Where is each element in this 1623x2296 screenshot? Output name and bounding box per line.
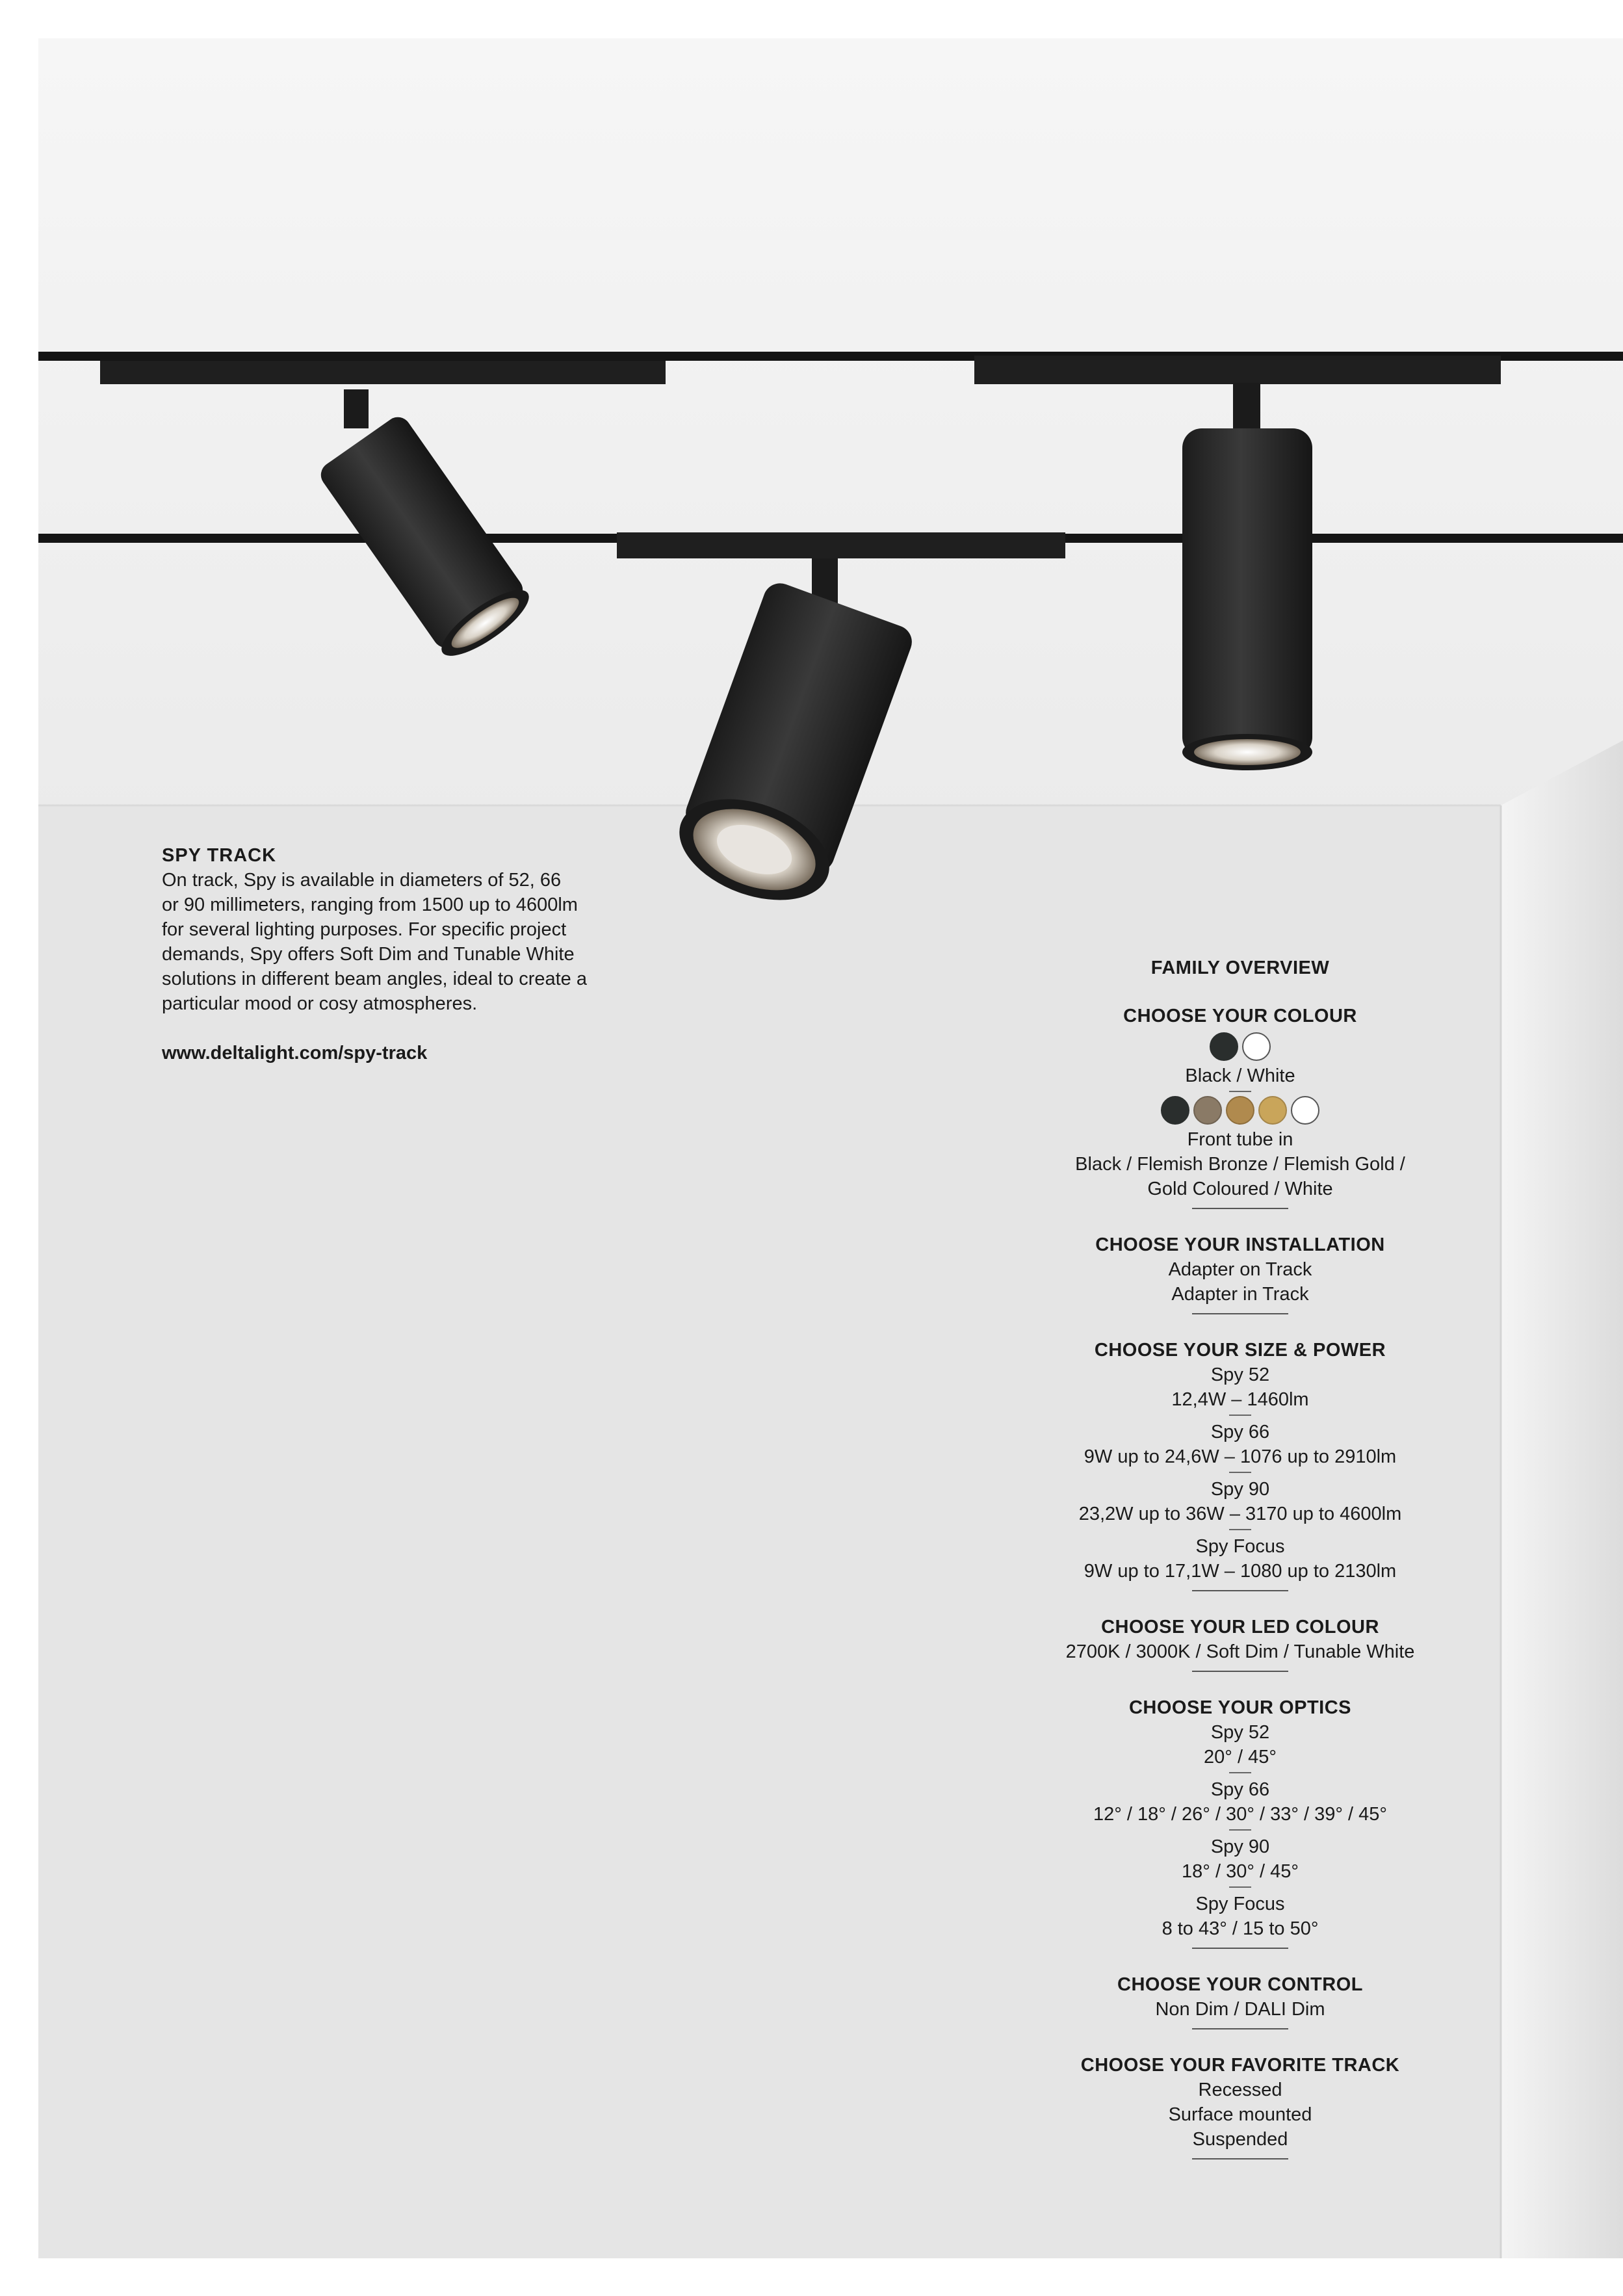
website-link[interactable]: www.deltalight.com/spy-track xyxy=(162,1043,428,1063)
divider xyxy=(1229,1091,1251,1092)
size-spec: 12,4W – 1460lm xyxy=(1171,1389,1309,1410)
colour-label: Gold Coloured / White xyxy=(1147,1179,1333,1199)
section-title: SPY TRACK xyxy=(162,845,277,866)
swatch-black[interactable] xyxy=(1210,1032,1238,1061)
colour-label: Black / Flemish Bronze / Flemish Gold / xyxy=(1075,1154,1405,1175)
intro-text-line: demands, Spy offers Soft Dim and Tunable White xyxy=(162,944,575,965)
swatch-flemish-bronze[interactable] xyxy=(1193,1096,1222,1125)
divider xyxy=(1192,1590,1288,1591)
led-options: 2700K / 3000K / Soft Dim / Tunable White xyxy=(1065,1641,1415,1662)
size-name: Spy Focus xyxy=(1195,1536,1285,1557)
size-name: Spy 90 xyxy=(1210,1479,1270,1500)
colour-label: Front tube in xyxy=(1187,1129,1293,1150)
swatch-black[interactable] xyxy=(1161,1096,1189,1125)
divider xyxy=(1192,1313,1288,1314)
optics-spec: 18° / 30° / 45° xyxy=(1182,1861,1299,1882)
swatch-white[interactable] xyxy=(1242,1032,1271,1061)
optics-spec: 8 to 43° / 15 to 50° xyxy=(1162,1918,1319,1939)
divider xyxy=(1192,2028,1288,2029)
overview-title: FAMILY OVERVIEW xyxy=(1150,958,1330,978)
colour-swatches-basic xyxy=(1013,1032,1468,1061)
optics-name: Spy 52 xyxy=(1210,1722,1270,1743)
spotlight-right xyxy=(1182,383,1312,770)
track-option: Recessed xyxy=(1198,2080,1282,2100)
control-options: Non Dim / DALI Dim xyxy=(1155,1999,1325,2020)
led-heading: CHOOSE YOUR LED COLOUR xyxy=(1101,1617,1379,1637)
intro-text-line: or 90 millimeters, ranging from 1500 up to 4600lm xyxy=(162,894,578,915)
size-spec: 23,2W up to 36W – 3170 up to 4600lm xyxy=(1078,1504,1402,1524)
intro-text-line: On track, Spy is available in diameters of 52, 66 xyxy=(162,870,562,891)
divider xyxy=(1192,2158,1288,2159)
installation-option: Adapter on Track xyxy=(1168,1259,1312,1280)
divider xyxy=(1229,1886,1251,1888)
optics-spec: 12° / 18° / 26° / 30° / 33° / 39° / 45° xyxy=(1093,1804,1387,1825)
colour-heading: CHOOSE YOUR COLOUR xyxy=(1123,1006,1357,1026)
swatch-flemish-gold[interactable] xyxy=(1226,1096,1254,1125)
track-option: Surface mounted xyxy=(1168,2104,1312,2125)
intro-text-line: solutions in different beam angles, ideal to create a xyxy=(162,969,587,989)
divider xyxy=(1229,1829,1251,1831)
divider xyxy=(1192,1208,1288,1209)
track-option: Suspended xyxy=(1192,2129,1288,2150)
track-adapter xyxy=(974,356,1501,384)
intro-text-line: for several lighting purposes. For specific project xyxy=(162,919,567,940)
size-spec: 9W up to 24,6W – 1076 up to 2910lm xyxy=(1084,1446,1397,1467)
intro-text-line: particular mood or cosy atmospheres. xyxy=(162,993,478,1014)
track-adapter xyxy=(617,532,1065,558)
control-heading: CHOOSE YOUR CONTROL xyxy=(1117,1974,1363,1995)
optics-name: Spy Focus xyxy=(1195,1894,1285,1914)
size-name: Spy 52 xyxy=(1210,1364,1270,1385)
size-spec: 9W up to 17,1W – 1080 up to 2130lm xyxy=(1084,1561,1397,1582)
swatch-gold-coloured[interactable] xyxy=(1258,1096,1287,1125)
divider xyxy=(1229,1529,1251,1530)
size-name: Spy 66 xyxy=(1210,1422,1270,1442)
track-adapter xyxy=(100,361,666,384)
colour-swatches-front-tube xyxy=(1013,1096,1468,1125)
swatch-white[interactable] xyxy=(1291,1096,1319,1125)
divider xyxy=(1229,1415,1251,1416)
optics-spec: 20° / 45° xyxy=(1204,1747,1277,1768)
divider xyxy=(1229,1772,1251,1773)
divider xyxy=(1192,1948,1288,1949)
divider xyxy=(1229,1472,1251,1473)
side-wall xyxy=(1501,740,1623,2258)
size-heading: CHOOSE YOUR SIZE & POWER xyxy=(1094,1340,1386,1361)
installation-heading: CHOOSE YOUR INSTALLATION xyxy=(1095,1234,1385,1255)
divider xyxy=(1192,1671,1288,1672)
optics-name: Spy 90 xyxy=(1210,1836,1270,1857)
installation-option: Adapter in Track xyxy=(1171,1284,1309,1305)
track-heading: CHOOSE YOUR FAVORITE TRACK xyxy=(1080,2055,1400,2076)
family-overview xyxy=(1013,956,1468,2183)
optics-heading: CHOOSE YOUR OPTICS xyxy=(1128,1697,1352,1718)
colour-label: Black / White xyxy=(1185,1065,1295,1086)
intro-block xyxy=(162,843,617,1065)
optics-name: Spy 66 xyxy=(1210,1779,1270,1800)
